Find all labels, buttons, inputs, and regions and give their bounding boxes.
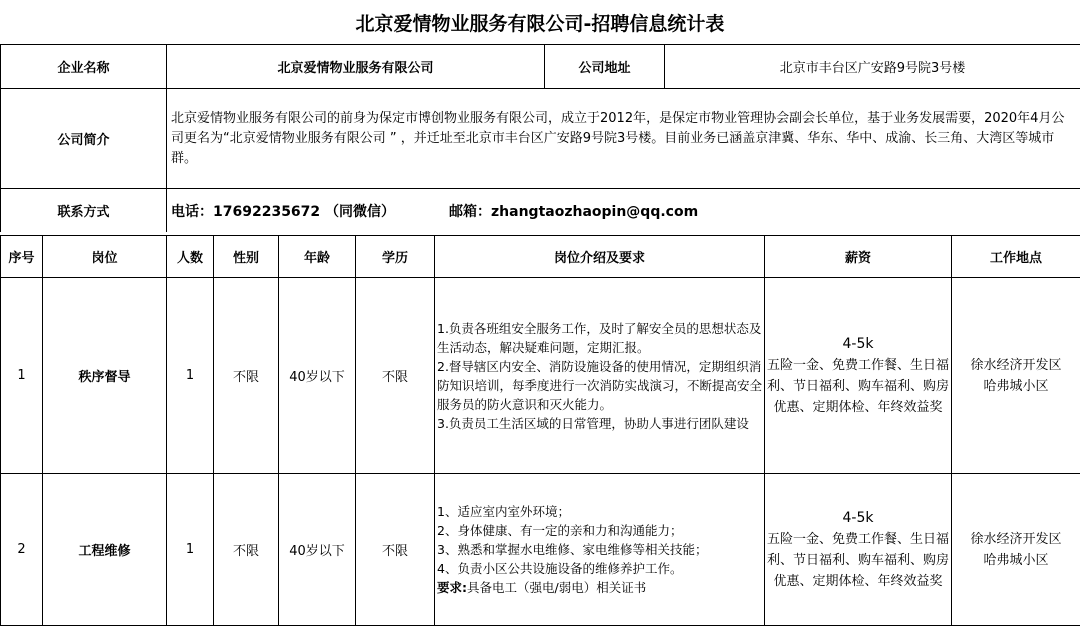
salary-amount: 4-5k [842,509,874,526]
requirement-label: 要求: [437,580,467,595]
job-no: 1 [1,278,43,474]
job-count: 1 [167,278,214,474]
job-salary [765,278,952,474]
job-count: 1 [167,474,214,626]
company-address-label: 公司地址 [545,45,665,89]
job-age: 40岁以下 [279,278,356,474]
header-position: 岗位 [43,236,167,278]
location-line: 哈弗城小区 [983,552,1049,568]
contact-label: 联系方式 [1,189,167,233]
contact-row [1,189,1080,233]
requirement-line [437,578,762,597]
job-gender: 不限 [214,278,279,474]
job-position: 秩序督导 [43,278,167,474]
job-description [435,474,765,626]
header-location: 工作地点 [952,236,1080,278]
header-age: 年龄 [279,236,356,278]
location-line: 徐水经济开发区 [970,531,1062,547]
header-description: 岗位介绍及要求 [435,236,765,278]
contact-email: 邮箱：zhangtaozhaopin@qq.com [449,203,699,220]
job-age: 40岁以下 [279,474,356,626]
sheet-title: 北京爱情物业服务有限公司-招聘信息统计表 [0,0,1080,44]
job-education: 不限 [356,474,435,626]
location-line: 哈弗城小区 [983,378,1049,394]
job-no: 2 [1,474,43,626]
header-no: 序号 [1,236,43,278]
job-description [435,278,765,474]
description-line: 2、身体健康、有一定的亲和力和沟通能力； [437,523,683,538]
salary-benefits: 五险一金、免费工作餐、生日福利、节日福利、购车福利、购房优惠、定期体检、年终效益奖 [766,531,949,589]
job-education: 不限 [356,278,435,474]
job-location [952,474,1080,626]
header-gender: 性别 [214,236,279,278]
description-line: 3.负责员工生活区域的日常管理，协助人事进行团队建设 [437,415,749,431]
job-gender: 不限 [214,474,279,626]
description-line: 4、负责小区公共设施设备的维修养护工作。 [437,561,683,576]
company-name-label: 企业名称 [1,45,167,89]
description-line: 1、适应室内室外环境； [437,504,570,519]
location-line: 徐水经济开发区 [970,357,1062,373]
company-name-row [1,45,1080,89]
table-row [1,278,1080,474]
description-line: 2.督导辖区内安全、消防设施设备的使用情况，定期组织消防知识培训，每季度进行一次消防实战演习，不断提高安全服务员的防火意识和灭火能力。 [437,358,763,412]
job-salary [765,474,952,626]
company-intro-label: 公司简介 [1,89,167,189]
company-info-table [0,44,1080,233]
contact-info [167,189,1080,233]
company-name-value: 北京爱情物业服务有限公司 [167,45,545,89]
salary-benefits: 五险一金、免费工作餐、生日福利、节日福利、购车福利、购房优惠、定期体检、年终效益奖 [766,357,949,415]
header-salary: 薪资 [765,236,952,278]
header-education: 学历 [356,236,435,278]
table-row [1,474,1080,626]
company-intro-row [1,89,1080,189]
company-intro-text: 北京爱情物业服务有限公司的前身为保定市博创物业服务有限公司，成立于2012年，是保定市物业管理协会副会长单位，基于业务发展需要，2020年4月公司更名为“北京爱情物业服务有限公司 ” ，并迁址至北京市丰台区广安路9号院3号楼。目前业务已涵盖京津冀、华东、华中、成渝、长三角、大湾区等城市群。 [167,89,1080,189]
company-address-value: 北京市丰台区广安路9号院3号楼 [665,45,1080,89]
description-line: 3、熟悉和掌握水电维修、家电维修等相关技能； [437,542,708,557]
jobs-table [0,235,1080,626]
job-location [952,278,1080,474]
job-position: 工程维修 [43,474,167,626]
salary-amount: 4-5k [842,335,874,352]
contact-phone: 电话：17692235672 （同微信） [171,203,396,220]
description-line: 1.负责各班组安全服务工作，及时了解安全员的思想状态及生活动态，解决疑难问题，定期汇报。 [437,320,762,355]
jobs-header-row [1,236,1080,278]
requirement-text: 具备电工（强电/弱电）相关证书 [467,580,647,595]
header-count: 人数 [167,236,214,278]
